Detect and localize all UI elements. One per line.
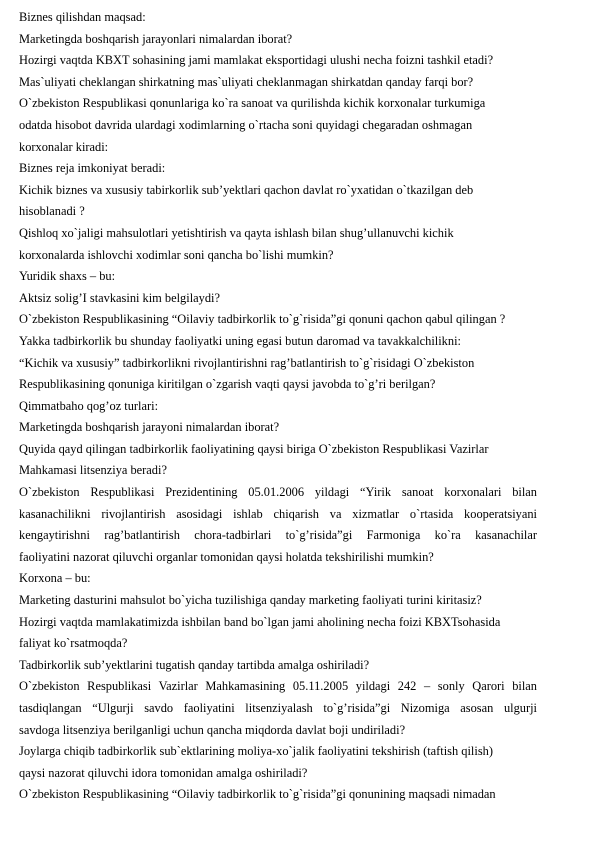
text-line: tasdiqlangan “Ulgurji savdo faoliyatini litsenziyalash to`g’risida”gi Nizomiga asosan ulgurji <box>19 701 537 715</box>
text-line: Qimmatbaho qog’oz turlari: <box>19 398 159 413</box>
text-line: Hozirgi vaqtda KBXT sohasining jami mamlakat eksportidagi ulushi necha foizni tashkil etadi? <box>19 53 494 68</box>
text-line: Marketingda boshqarish jarayonlari nimalardan iborat? <box>19 31 293 46</box>
text-line: Biznes reja imkoniyat beradi: <box>19 161 166 176</box>
question-list <box>19 7 537 806</box>
text-line: savdoga litsenziya berilganligi uchun qancha miqdorda davlat boji undiriladi? <box>19 722 406 737</box>
text-line: korxonalarda ishlovchi xodimlar soni qancha bo`lishi mumkin? <box>19 247 334 262</box>
text-line: Marketing dasturini mahsulot bo`yicha tuzilishiga qanday marketing faoliyati turini kiritasiz? <box>19 593 482 608</box>
text-line: Joylarga chiqib tadbirkorlik sub`ektlarining moliya-xo`jalik faoliyatini tekshirish (taftish qilish) <box>19 744 493 759</box>
text-line: odatda hisobot davrida ulardagi xodimlarning o`rtacha soni quyidagi chegaradan oshmagan <box>19 117 473 132</box>
text-line: Biznes qilishdan maqsad: <box>19 10 146 24</box>
text-line: Respublikasining qonuniga kiritilgan o`zgarish vaqti qaysi javobda to`g’ri berilgan? <box>19 377 436 392</box>
text-line: O`zbekiston Respublikasi qonunlariga ko`ra sanoat va qurilishda kichik korxonalar turkumiga <box>19 96 486 111</box>
text-line: Tadbirkorlik sub’yektlarini tugatish qanday tartibda amalga oshiriladi? <box>19 657 370 672</box>
text-line: kasanachilikni rivojlantirish asosidagi ishlab chiqarish va xizmatlar o`rtasida kooperatsiyani <box>19 506 537 521</box>
text-line: faoliyatini nazorat qiluvchi organlar tomonidan qaysi holatda tekshirilishi mumkin? <box>19 549 434 564</box>
text-line: Kichik biznes va xususiy tabirkorlik sub’yektlari qachon davlat ro`yxatidan o`tkazilgan deb <box>19 182 474 197</box>
text-line: Mahkamasi litsenziya beradi? <box>19 463 167 478</box>
text-line: “Kichik va xususiy” tadbirkorlikni rivojlantirishni rag’batlantirish to`g`risidagi O`zbekiston <box>19 355 475 370</box>
text-line: O`zbekiston Respublikasining “Oilaviy tadbirkorlik to`g`risida”gi qonuni qachon qabul qilingan ? <box>19 312 506 327</box>
text-line: O`zbekiston Respublikasi Vazirlar Mahkamasining 05.11.2005 yildagi 242 – sonly Qarori bilan <box>19 679 537 694</box>
text-line: Aktsiz solig’I stavkasini kim belgilaydi? <box>19 290 220 305</box>
text-line: hisoblanadi ? <box>19 204 85 219</box>
text-line: O`zbekiston Respublikasi Prezidentining 05.01.2006 yildagi “Yirik sanoat korxonalari bilan <box>19 485 537 500</box>
text-line: Yakka tadbirkorlik bu shunday faoliyatki uning egasi butun daromad va tavakkalchilikni: <box>19 333 461 348</box>
text-line: kengaytirishni rag’batlantirish chora-tadbirlari to`g’risida”gi Farmoniga ko`ra kasanachilar <box>19 528 537 543</box>
text-line: Marketingda boshqarish jarayoni nimalardan iborat? <box>19 420 280 435</box>
text-line: Quyida qayd qilingan tadbirkorlik faoliyatining qaysi biriga O`zbekiston Respublikasi Vazirlar <box>19 441 489 456</box>
text-line: korxonalar kiradi: <box>19 139 109 154</box>
text-line: Korxona – bu: <box>19 571 91 586</box>
text-line: O`zbekiston Respublikasining “Oilaviy tadbirkorlik to`g`risida”gi qonunining maqsadi nimadan <box>19 787 496 802</box>
text-line: Qishloq xo`jaligi mahsulotlari yetishtirish va qayta ishlash bilan shug’ullanuvchi kichik <box>19 225 454 240</box>
text-line: Hozirgi vaqtda mamlakatimizda ishbilan band bo`lgan jami aholining necha foizi KBXTsohasida <box>19 614 501 629</box>
text-line: faliyat ko`rsatmoqda? <box>19 636 128 651</box>
text-line: Mas`uliyati cheklangan shirkatning mas`uliyati cheklanmagan shirkatdan qanday farqi bor? <box>19 74 474 89</box>
text-line: qaysi nazorat qiluvchi idora tomonidan amalga oshiriladi? <box>19 765 308 780</box>
text-line: Yuridik shaxs – bu: <box>19 269 116 284</box>
